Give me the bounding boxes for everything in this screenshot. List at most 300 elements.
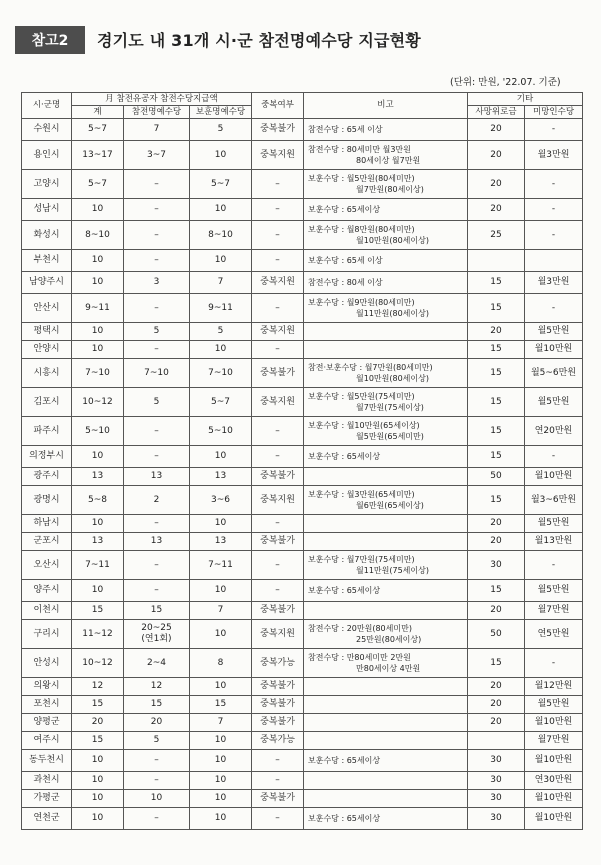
table-row <box>22 446 583 468</box>
veteran-cell: 5~7 <box>190 388 252 417</box>
honor-cell: 12 <box>124 678 190 696</box>
veteran-cell: 10 <box>190 732 252 750</box>
veteran-cell: 10 <box>190 790 252 808</box>
note-cell <box>304 790 468 808</box>
honor-cell: – <box>124 221 190 250</box>
veteran-cell: 8~10 <box>190 221 252 250</box>
spouse-cell: 월5만원 <box>525 515 583 533</box>
total-cell: 10 <box>72 580 124 602</box>
duplicate-cell: 중복지원 <box>252 141 304 170</box>
note-cell <box>304 221 468 250</box>
honor-cell: – <box>124 750 190 772</box>
death-cell: 30 <box>468 750 525 772</box>
city-cell: 부천시 <box>22 250 72 272</box>
document-title: 경기도 내 31개 시·군 참전명예수당 지급현황 <box>97 31 421 50</box>
note-line: 보훈수당 : 월5만원(75세미만) <box>308 392 415 401</box>
table-row <box>22 323 583 341</box>
city-cell: 의정부시 <box>22 446 72 468</box>
city-cell: 평택시 <box>22 323 72 341</box>
death-cell: 30 <box>468 772 525 790</box>
total-cell: 10 <box>72 515 124 533</box>
veteran-cell: 5~10 <box>190 417 252 446</box>
spouse-cell: 월10만원 <box>525 468 583 486</box>
table-row <box>22 750 583 772</box>
reference-badge: 참고2 <box>15 26 85 54</box>
city-cell: 양주시 <box>22 580 72 602</box>
spouse-cell: 연5만원 <box>525 620 583 649</box>
duplicate-cell: 중복지원 <box>252 323 304 341</box>
note-cell <box>304 551 468 580</box>
honor-cell: – <box>124 341 190 359</box>
spouse-cell: 월5만원 <box>525 388 583 417</box>
duplicate-cell: – <box>252 750 304 772</box>
note-line: 월10만원(80세이상) <box>356 236 429 245</box>
death-cell <box>468 250 525 272</box>
city-cell: 동두천시 <box>22 750 72 772</box>
note-line: 만80세이상 4만원 <box>356 664 421 673</box>
total-cell: 10~12 <box>72 649 124 678</box>
death-cell: 15 <box>468 446 525 468</box>
total-cell: 10 <box>72 341 124 359</box>
header-honor: 참전명예수당 <box>124 106 190 119</box>
note-line: 보훈수당 : 월8만원(80세미만) <box>308 225 415 234</box>
veteran-cell: 10 <box>190 341 252 359</box>
city-cell: 광주시 <box>22 468 72 486</box>
city-cell: 고양시 <box>22 170 72 199</box>
table-row <box>22 620 583 649</box>
header-etc: 기타 <box>468 93 583 106</box>
note-line: 보훈수당 : 65세이상 <box>308 452 381 461</box>
veteran-cell: 10 <box>190 678 252 696</box>
death-cell: 20 <box>468 323 525 341</box>
table-row <box>22 732 583 750</box>
total-cell: 10~12 <box>72 388 124 417</box>
table-row <box>22 602 583 620</box>
total-cell: 13 <box>72 468 124 486</box>
city-cell: 이천시 <box>22 602 72 620</box>
spouse-cell: 월10만원 <box>525 714 583 732</box>
veteran-cell: 10 <box>190 446 252 468</box>
note-cell <box>304 750 468 772</box>
note-cell <box>304 649 468 678</box>
table-row <box>22 221 583 250</box>
duplicate-cell: – <box>252 199 304 221</box>
spouse-cell: 월10만원 <box>525 750 583 772</box>
veteran-cell: 10 <box>190 620 252 649</box>
veteran-cell: 10 <box>190 199 252 221</box>
veteran-cell: 9~11 <box>190 294 252 323</box>
honor-cell: 10 <box>124 790 190 808</box>
death-cell: 25 <box>468 221 525 250</box>
header-city: 시·군명 <box>22 93 72 119</box>
note-cell <box>304 388 468 417</box>
city-cell: 안성시 <box>22 649 72 678</box>
duplicate-cell: – <box>252 772 304 790</box>
spouse-cell: - <box>525 199 583 221</box>
city-cell: 연천군 <box>22 808 72 830</box>
duplicate-cell: 중복지원 <box>252 388 304 417</box>
death-cell: 50 <box>468 620 525 649</box>
note-cell <box>304 250 468 272</box>
death-cell: 15 <box>468 341 525 359</box>
spouse-cell: - <box>525 221 583 250</box>
city-cell: 오산시 <box>22 551 72 580</box>
honor-cell: 13 <box>124 468 190 486</box>
veteran-cell: 10 <box>190 141 252 170</box>
total-cell: 15 <box>72 602 124 620</box>
note-line: 80세이상 월7만원 <box>356 156 421 165</box>
note-cell <box>304 119 468 141</box>
city-cell: 김포시 <box>22 388 72 417</box>
total-cell: 13~17 <box>72 141 124 170</box>
total-cell: 8~10 <box>72 221 124 250</box>
duplicate-cell: 중복불가 <box>252 468 304 486</box>
veteran-cell: 10 <box>190 580 252 602</box>
total-cell: 5~7 <box>72 119 124 141</box>
duplicate-cell: – <box>252 250 304 272</box>
note-cell <box>304 772 468 790</box>
spouse-cell: - <box>525 119 583 141</box>
total-cell: 20 <box>72 714 124 732</box>
veteran-cell: 7 <box>190 602 252 620</box>
table-row <box>22 772 583 790</box>
table-row <box>22 359 583 388</box>
table-row <box>22 141 583 170</box>
veteran-cell: 10 <box>190 808 252 830</box>
honor-cell: 2~4 <box>124 649 190 678</box>
veteran-cell: 5 <box>190 323 252 341</box>
note-line: 월11만원(75세이상) <box>356 566 429 575</box>
note-line: 참전수당 : 65세 이상 <box>308 125 383 134</box>
note-line: 월5만원(65세미만) <box>356 432 424 441</box>
veteran-cell: 7 <box>190 714 252 732</box>
spouse-cell: - <box>525 294 583 323</box>
city-cell: 안산시 <box>22 294 72 323</box>
total-cell: 10 <box>72 772 124 790</box>
duplicate-cell: – <box>252 515 304 533</box>
note-line: 보훈수당 : 월9만원(80세미만) <box>308 298 415 307</box>
honor-cell: 5 <box>124 323 190 341</box>
duplicate-cell: – <box>252 417 304 446</box>
spouse-cell: 월10만원 <box>525 341 583 359</box>
death-cell: 15 <box>468 388 525 417</box>
note-cell <box>304 732 468 750</box>
note-line: 월6만원(65세이상) <box>356 501 424 510</box>
note-cell <box>304 580 468 602</box>
duplicate-cell: – <box>252 294 304 323</box>
honor-cell: – <box>124 250 190 272</box>
death-cell: 15 <box>468 649 525 678</box>
city-cell: 가평군 <box>22 790 72 808</box>
spouse-cell <box>525 250 583 272</box>
note-cell <box>304 808 468 830</box>
honor-cell: 5 <box>124 388 190 417</box>
note-cell <box>304 272 468 294</box>
header-veteran: 보훈명예수당 <box>190 106 252 119</box>
veteran-cell: 13 <box>190 533 252 551</box>
note-line: 월7만원(80세이상) <box>356 185 424 194</box>
header-death: 사망위로금 <box>468 106 525 119</box>
city-cell: 하남시 <box>22 515 72 533</box>
death-cell: 20 <box>468 199 525 221</box>
veteran-cell: 13 <box>190 468 252 486</box>
header-amount-group: 月 참전유공자 참전수당지급액 <box>72 93 252 106</box>
table-row <box>22 678 583 696</box>
honor-cell: 3~7 <box>124 141 190 170</box>
city-cell: 용인시 <box>22 141 72 170</box>
duplicate-cell: 중복불가 <box>252 790 304 808</box>
veteran-cell: 8 <box>190 649 252 678</box>
total-cell: 10 <box>72 250 124 272</box>
duplicate-cell: – <box>252 221 304 250</box>
total-cell: 15 <box>72 696 124 714</box>
duplicate-cell: 중복지원 <box>252 620 304 649</box>
death-cell: 20 <box>468 170 525 199</box>
note-line: 월7만원(75세이상) <box>356 403 424 412</box>
veteran-cell: 10 <box>190 515 252 533</box>
spouse-cell: - <box>525 649 583 678</box>
duplicate-cell: – <box>252 341 304 359</box>
veteran-cell: 7 <box>190 272 252 294</box>
note-line: 보훈수당 : 월5만원(80세미만) <box>308 174 415 183</box>
death-cell: 20 <box>468 678 525 696</box>
honor-cell: 13 <box>124 533 190 551</box>
veteran-cell: 15 <box>190 696 252 714</box>
spouse-cell: 월12만원 <box>525 678 583 696</box>
total-cell: 10 <box>72 750 124 772</box>
honor-cell: – <box>124 417 190 446</box>
note-cell <box>304 341 468 359</box>
honor-cell: 15 <box>124 696 190 714</box>
veteran-cell: 7~11 <box>190 551 252 580</box>
allowance-table <box>21 92 583 830</box>
table-row <box>22 649 583 678</box>
duplicate-cell: 중복불가 <box>252 533 304 551</box>
spouse-cell: 월5만원 <box>525 696 583 714</box>
note-cell <box>304 294 468 323</box>
total-cell: 7~11 <box>72 551 124 580</box>
total-cell: 7~10 <box>72 359 124 388</box>
header-total: 계 <box>72 106 124 119</box>
note-line: 참전수당 : 80세 이상 <box>308 278 383 287</box>
duplicate-cell: 중복지원 <box>252 272 304 294</box>
total-cell: 5~10 <box>72 417 124 446</box>
table-row <box>22 696 583 714</box>
total-cell: 11~12 <box>72 620 124 649</box>
duplicate-cell: – <box>252 170 304 199</box>
table-row <box>22 714 583 732</box>
duplicate-cell: 중복지원 <box>252 486 304 515</box>
honor-cell: – <box>124 580 190 602</box>
note-line: 보훈수당 : 월10만원(65세이상) <box>308 421 420 430</box>
honor-cell: – <box>124 170 190 199</box>
note-cell <box>304 533 468 551</box>
veteran-cell: 5~7 <box>190 170 252 199</box>
spouse-cell: 월7만원 <box>525 602 583 620</box>
note-cell <box>304 486 468 515</box>
note-cell <box>304 678 468 696</box>
table-row <box>22 294 583 323</box>
note-cell <box>304 170 468 199</box>
veteran-cell: 3~6 <box>190 486 252 515</box>
table-row <box>22 119 583 141</box>
veteran-cell: 10 <box>190 250 252 272</box>
honor-cell: – <box>124 515 190 533</box>
note-line: 보훈수당 : 65세이상 <box>308 756 381 765</box>
spouse-cell: 월10만원 <box>525 808 583 830</box>
table-row <box>22 808 583 830</box>
total-cell: 10 <box>72 199 124 221</box>
spouse-cell: 월5만원 <box>525 323 583 341</box>
honor-cell: 15 <box>124 602 190 620</box>
duplicate-cell: 중복불가 <box>252 714 304 732</box>
honor-cell: 7~10 <box>124 359 190 388</box>
city-cell: 광명시 <box>22 486 72 515</box>
city-cell: 의왕시 <box>22 678 72 696</box>
header-duplicate: 중복여부 <box>252 93 304 119</box>
duplicate-cell: – <box>252 580 304 602</box>
death-cell: 15 <box>468 486 525 515</box>
honor-cell: – <box>124 294 190 323</box>
total-cell: 5~7 <box>72 170 124 199</box>
death-cell: 20 <box>468 515 525 533</box>
table-row <box>22 250 583 272</box>
total-cell: 10 <box>72 808 124 830</box>
honor-cell: – <box>124 199 190 221</box>
note-cell <box>304 714 468 732</box>
duplicate-cell: 중복가능 <box>252 649 304 678</box>
note-line: 25만원(80세이상) <box>356 635 422 644</box>
spouse-cell: - <box>525 170 583 199</box>
death-cell: 50 <box>468 468 525 486</box>
note-line: 보훈수당 : 월3만원(65세미만) <box>308 490 415 499</box>
duplicate-cell: 중복불가 <box>252 359 304 388</box>
table-row <box>22 341 583 359</box>
spouse-cell: 연30만원 <box>525 772 583 790</box>
table-row <box>22 580 583 602</box>
table-row <box>22 272 583 294</box>
city-cell: 양평군 <box>22 714 72 732</box>
note-line: 참전수당 : 만80세미만 2만원 <box>308 653 411 662</box>
death-cell: 15 <box>468 580 525 602</box>
note-cell <box>304 141 468 170</box>
death-cell: 30 <box>468 790 525 808</box>
table-row <box>22 790 583 808</box>
duplicate-cell: – <box>252 446 304 468</box>
honor-cell: – <box>124 446 190 468</box>
city-cell: 과천시 <box>22 772 72 790</box>
duplicate-cell: 중복불가 <box>252 119 304 141</box>
total-cell: 12 <box>72 678 124 696</box>
note-line: 보훈수당 : 65세이상 <box>308 814 381 823</box>
spouse-cell: 월5~6만원 <box>525 359 583 388</box>
death-cell: 20 <box>468 141 525 170</box>
honor-cell: 20 <box>124 714 190 732</box>
total-cell: 10 <box>72 323 124 341</box>
header-note: 비고 <box>304 93 468 119</box>
veteran-cell: 7~10 <box>190 359 252 388</box>
spouse-cell: - <box>525 446 583 468</box>
note-cell <box>304 696 468 714</box>
city-cell: 파주시 <box>22 417 72 446</box>
honor-cell: 5 <box>124 732 190 750</box>
table-row <box>22 551 583 580</box>
table-row <box>22 515 583 533</box>
veteran-cell: 10 <box>190 772 252 790</box>
table-row <box>22 170 583 199</box>
total-cell: 10 <box>72 446 124 468</box>
city-cell: 남양주시 <box>22 272 72 294</box>
city-cell: 군포시 <box>22 533 72 551</box>
note-line: 보훈수당 : 65세이상 <box>308 586 381 595</box>
death-cell: 15 <box>468 294 525 323</box>
city-cell: 여주시 <box>22 732 72 750</box>
note-line: 보훈수당 : 65세 이상 <box>308 256 383 265</box>
death-cell: 20 <box>468 119 525 141</box>
total-cell: 10 <box>72 790 124 808</box>
table-row <box>22 533 583 551</box>
note-line: 참전수당 : 80세미만 월3만원 <box>308 145 411 154</box>
note-cell <box>304 620 468 649</box>
death-cell: 20 <box>468 533 525 551</box>
note-cell <box>304 468 468 486</box>
honor-cell: 7 <box>124 119 190 141</box>
total-cell: 15 <box>72 732 124 750</box>
honor-cell: – <box>124 808 190 830</box>
spouse-cell: - <box>525 551 583 580</box>
honor-cell: 3 <box>124 272 190 294</box>
total-cell: 10 <box>72 272 124 294</box>
city-cell: 안양시 <box>22 341 72 359</box>
note-line: 월11만원(80세이상) <box>356 309 429 318</box>
death-cell: 20 <box>468 602 525 620</box>
table-row <box>22 199 583 221</box>
spouse-cell: 연20만원 <box>525 417 583 446</box>
duplicate-cell: 중복가능 <box>252 732 304 750</box>
death-cell: 30 <box>468 808 525 830</box>
total-cell: 13 <box>72 533 124 551</box>
city-cell: 성남시 <box>22 199 72 221</box>
city-cell: 포천시 <box>22 696 72 714</box>
veteran-cell: 5 <box>190 119 252 141</box>
note-cell <box>304 602 468 620</box>
duplicate-cell: – <box>252 551 304 580</box>
spouse-cell: 월7만원 <box>525 732 583 750</box>
unit-note: (단위: 만원, '22.07. 기준) <box>450 77 561 88</box>
duplicate-cell: – <box>252 808 304 830</box>
note-line: 참전·보훈수당 : 월7만원(80세미만) <box>308 363 433 372</box>
honor-cell: 2 <box>124 486 190 515</box>
death-cell: 20 <box>468 714 525 732</box>
spouse-cell: 월10만원 <box>525 790 583 808</box>
spouse-cell: 월13만원 <box>525 533 583 551</box>
spouse-cell: 월5만원 <box>525 580 583 602</box>
death-cell: 20 <box>468 696 525 714</box>
note-cell <box>304 323 468 341</box>
death-cell: 15 <box>468 417 525 446</box>
death-cell: 30 <box>468 551 525 580</box>
death-cell <box>468 732 525 750</box>
city-cell: 시흥시 <box>22 359 72 388</box>
note-line: 보훈수당 : 65세이상 <box>308 205 381 214</box>
duplicate-cell: 중복불가 <box>252 696 304 714</box>
city-cell: 구리시 <box>22 620 72 649</box>
veteran-cell: 10 <box>190 750 252 772</box>
note-cell <box>304 446 468 468</box>
note-cell <box>304 417 468 446</box>
note-cell <box>304 359 468 388</box>
note-line: 참전수당 : 20만원(80세미만) <box>308 624 412 633</box>
